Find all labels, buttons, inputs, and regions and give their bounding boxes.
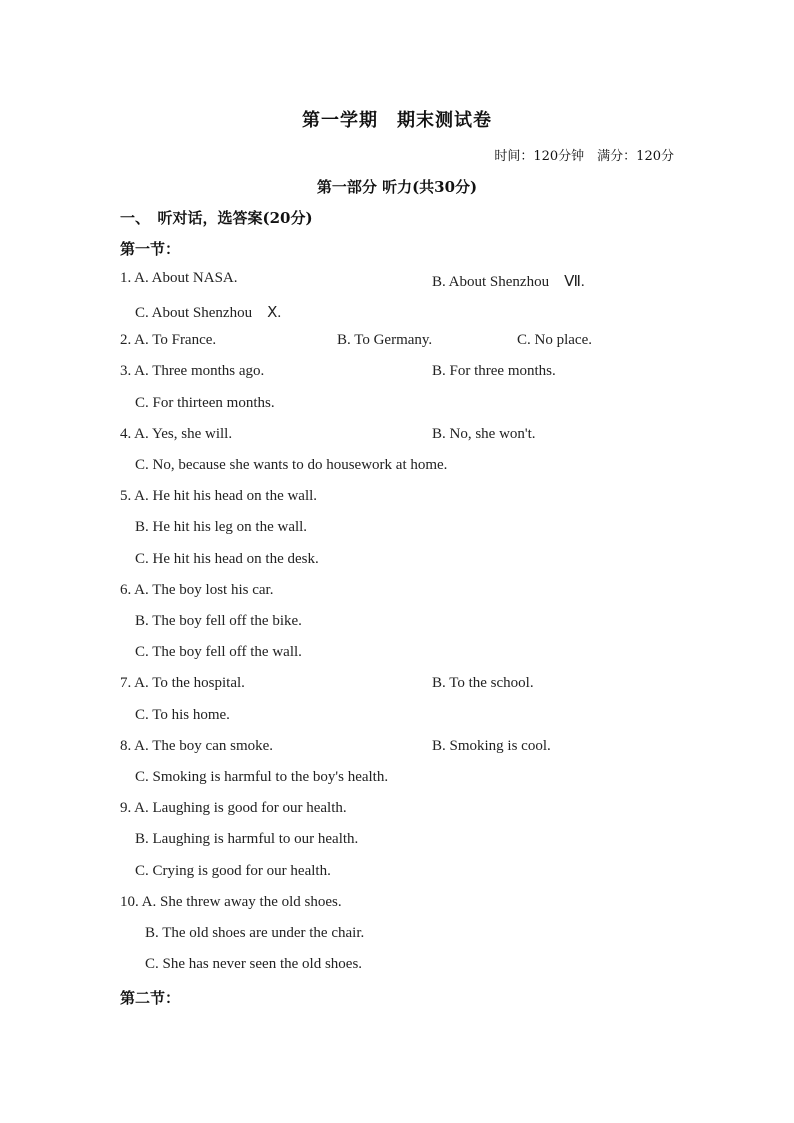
section-heading: 一、 听对话，选答案(20分): [120, 209, 313, 227]
question-10-option-a: 10. A. She threw away the old shoes.: [120, 894, 342, 910]
question-7-option-b: B. To the school.: [432, 675, 534, 691]
question-5-option-b: B. He hit his leg on the wall.: [135, 519, 308, 535]
question-10-option-c: C. She has never seen the old shoes.: [145, 956, 363, 972]
question-1-option-b: B. About Shenzhou Ⅶ.: [432, 274, 585, 290]
page-title: 第一学期 期末测试卷: [302, 110, 492, 131]
question-8-option-c: C. Smoking is harmful to the boy's health.: [135, 769, 389, 785]
question-5-option-c: C. He hit his head on the desk.: [135, 551, 319, 567]
question-5-option-a: 5. A. He hit his head on the wall.: [120, 488, 318, 504]
subsection-heading-1: 第一节：: [120, 240, 181, 258]
question-10-option-b: B. The old shoes are under the chair.: [145, 925, 365, 941]
question-1-option-c: C. About Shenzhou Ⅹ.: [135, 305, 282, 321]
question-6-option-b: B. The boy fell off the bike.: [135, 613, 302, 629]
subsection-heading-2: 第二节：: [120, 989, 181, 1007]
question-8-option-b: B. Smoking is cool.: [432, 738, 551, 754]
question-3-option-b: B. For three months.: [432, 363, 556, 379]
question-9-option-b: B. Laughing is harmful to our health.: [135, 831, 359, 847]
question-2-option-b: B. To Germany.: [337, 332, 433, 348]
exam-meta: 时间：120分钟 满分：120分: [494, 149, 674, 164]
question-7-option-c: C. To his home.: [135, 707, 230, 723]
question-6-option-c: C. The boy fell off the wall.: [135, 644, 302, 660]
question-8-option-a: 8. A. The boy can smoke.: [120, 738, 274, 754]
question-9-option-a: 9. A. Laughing is good for our health.: [120, 800, 347, 816]
question-4-option-b: B. No, she won't.: [432, 426, 536, 442]
question-7-option-a: 7. A. To the hospital.: [120, 675, 245, 691]
question-1-option-a: 1. A. About NASA.: [120, 270, 238, 286]
question-2-option-c: C. No place.: [517, 332, 592, 348]
question-6-option-a: 6. A. The boy lost his car.: [120, 582, 274, 598]
question-3-option-c: C. For thirteen months.: [135, 395, 275, 411]
question-3-option-a: 3. A. Three months ago.: [120, 363, 265, 379]
question-4-option-c: C. No, because she wants to do housework at home.: [135, 457, 448, 473]
question-4-option-a: 4. A. Yes, she will.: [120, 426, 233, 442]
question-2-option-a: 2. A. To France.: [120, 332, 217, 348]
question-9-option-c: C. Crying is good for our health.: [135, 863, 331, 879]
part-heading: 第一部分 听力(共30分): [316, 178, 478, 196]
